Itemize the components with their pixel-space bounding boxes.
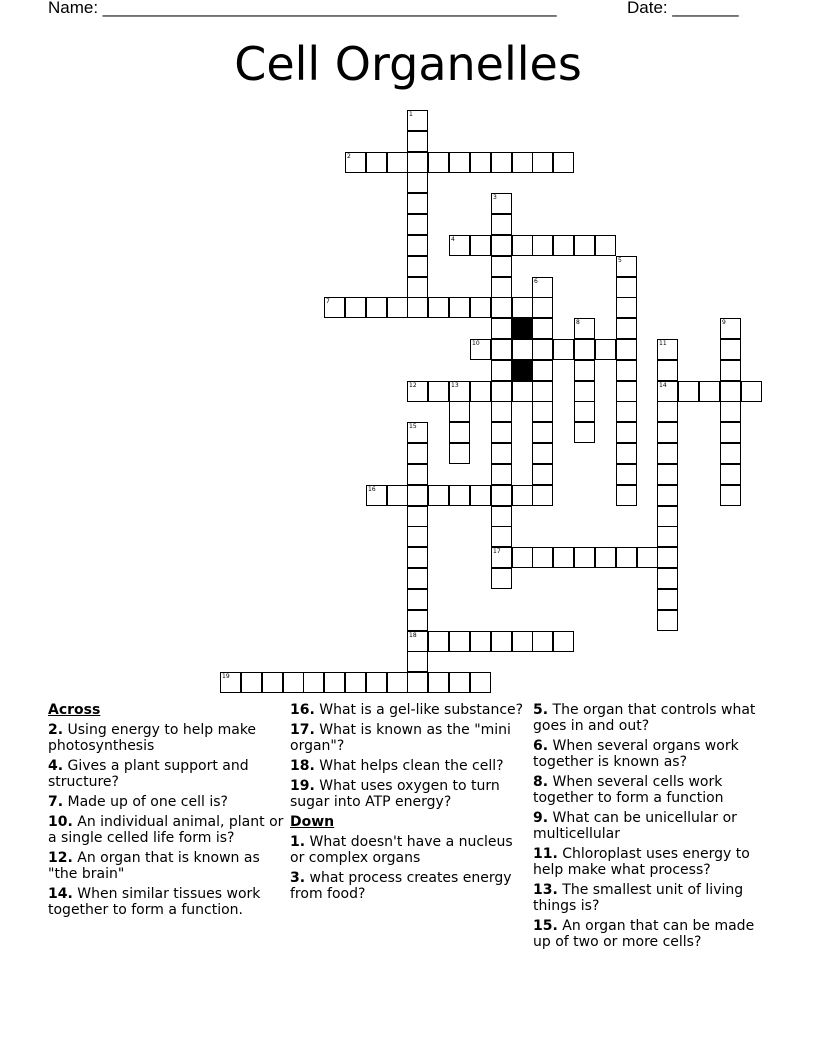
clue-number: 1: [409, 111, 413, 118]
grid-cell[interactable]: [470, 152, 491, 173]
grid-cell[interactable]: [678, 381, 699, 402]
clue-item: [290, 834, 526, 866]
clue-text: What helps clean the cell?: [319, 758, 504, 774]
grid-cell[interactable]: [387, 297, 408, 318]
grid-cell[interactable]: [532, 443, 553, 464]
grid-cell[interactable]: [491, 152, 512, 173]
clue-number: 18: [409, 632, 417, 639]
across-clue-list-continued: [290, 702, 526, 810]
grid-cell[interactable]: [407, 651, 428, 672]
clue-num: 15.: [533, 918, 558, 934]
clue-number: 13: [451, 382, 459, 389]
grid-cell[interactable]: [741, 381, 762, 402]
grid-cell[interactable]: [407, 172, 428, 193]
grid-cell[interactable]: [324, 297, 345, 318]
grid-cell[interactable]: [532, 152, 553, 173]
grid-cell[interactable]: [407, 506, 428, 527]
clue-num: 17.: [290, 722, 315, 738]
grid-cell[interactable]: [407, 443, 428, 464]
clue-num: 2.: [48, 722, 64, 738]
grid-cell[interactable]: [512, 152, 533, 173]
grid-cell[interactable]: [616, 256, 637, 277]
grid-cell[interactable]: [532, 547, 553, 568]
clue-num: 9.: [533, 810, 549, 826]
blocked-cell: [512, 318, 533, 339]
clue-item: [48, 722, 284, 754]
grid-cell[interactable]: [449, 235, 470, 256]
clue-text: When several organs work together is known as?: [533, 738, 739, 770]
clue-item: [290, 778, 526, 810]
clue-item: [533, 882, 769, 914]
grid-cell[interactable]: [532, 631, 553, 652]
clue-text: The smallest unit of living things is?: [533, 882, 744, 914]
grid-cell[interactable]: [449, 401, 470, 422]
grid-cell[interactable]: [574, 339, 595, 360]
grid-cell[interactable]: [491, 318, 512, 339]
grid-cell[interactable]: [512, 381, 533, 402]
grid-cell[interactable]: [595, 339, 616, 360]
clue-text: What doesn't have a nucleus or complex organs: [290, 834, 513, 866]
grid-cell[interactable]: [470, 235, 491, 256]
clue-item: [48, 794, 284, 810]
grid-cell[interactable]: [491, 214, 512, 235]
grid-cell[interactable]: [407, 547, 428, 568]
grid-cell[interactable]: [407, 568, 428, 589]
clue-num: 3.: [290, 870, 306, 886]
grid-cell[interactable]: [491, 464, 512, 485]
grid-cell[interactable]: [303, 672, 324, 693]
grid-cell[interactable]: [491, 422, 512, 443]
clue-text: What is known as the "mini organ"?: [290, 722, 511, 754]
grid-cell[interactable]: [470, 297, 491, 318]
grid-cell[interactable]: [574, 547, 595, 568]
grid-cell[interactable]: [407, 256, 428, 277]
grid-cell[interactable]: [491, 277, 512, 298]
grid-cell[interactable]: [470, 672, 491, 693]
grid-cell[interactable]: [470, 485, 491, 506]
grid-cell[interactable]: [657, 547, 678, 568]
clue-number: 3: [493, 194, 497, 201]
grid-cell[interactable]: [720, 381, 741, 402]
clue-text: what process creates energy from food?: [290, 870, 512, 902]
grid-cell[interactable]: [616, 464, 637, 485]
grid-cell[interactable]: [574, 381, 595, 402]
clue-number: 11: [659, 340, 667, 347]
grid-cell[interactable]: [616, 318, 637, 339]
clue-number: 15: [409, 423, 417, 430]
grid-cell[interactable]: [449, 672, 470, 693]
grid-cell[interactable]: [407, 381, 428, 402]
clue-number: 16: [368, 486, 376, 493]
grid-cell[interactable]: [407, 131, 428, 152]
grid-cell[interactable]: [407, 214, 428, 235]
clue-column-1: [48, 702, 284, 922]
grid-cell[interactable]: [595, 547, 616, 568]
grid-cell[interactable]: [491, 297, 512, 318]
grid-cell[interactable]: [470, 339, 491, 360]
grid-cell[interactable]: [345, 672, 366, 693]
clue-num: 19.: [290, 778, 315, 794]
clue-text: An organ that is known as "the brain": [48, 850, 260, 882]
grid-cell[interactable]: [491, 193, 512, 214]
clue-text: An organ that can be made up of two or more cells?: [533, 918, 755, 950]
grid-cell[interactable]: [407, 235, 428, 256]
blocked-cell: [512, 360, 533, 381]
grid-cell[interactable]: [657, 464, 678, 485]
clue-number: 6: [534, 278, 538, 285]
clue-number: 10: [472, 340, 480, 347]
grid-cell[interactable]: [720, 464, 741, 485]
across-clue-list: [48, 722, 284, 918]
clue-item: [533, 738, 769, 770]
clue-number: 9: [722, 319, 726, 326]
clue-item: [533, 810, 769, 842]
grid-cell[interactable]: [407, 193, 428, 214]
grid-cell[interactable]: [449, 152, 470, 173]
clue-item: [48, 814, 284, 846]
clue-number: 2: [347, 153, 351, 160]
grid-cell[interactable]: [428, 485, 449, 506]
grid-cell[interactable]: [428, 672, 449, 693]
grid-cell[interactable]: [512, 235, 533, 256]
grid-cell[interactable]: [345, 297, 366, 318]
grid-cell[interactable]: [428, 631, 449, 652]
grid-cell[interactable]: [553, 152, 574, 173]
clue-item: [533, 918, 769, 950]
clue-number: 7: [326, 298, 330, 305]
grid-cell[interactable]: [387, 152, 408, 173]
grid-cell[interactable]: [616, 485, 637, 506]
page-title: Cell Organelles: [234, 37, 582, 91]
grid-cell[interactable]: [574, 422, 595, 443]
grid-cell[interactable]: [387, 672, 408, 693]
grid-cell[interactable]: [428, 297, 449, 318]
clue-text: When several cells work together to form a function: [533, 774, 724, 806]
grid-cell[interactable]: [366, 485, 387, 506]
grid-cell[interactable]: [470, 631, 491, 652]
grid-cell[interactable]: [657, 526, 678, 547]
grid-cell[interactable]: [574, 318, 595, 339]
grid-cell[interactable]: [491, 256, 512, 277]
grid-cell[interactable]: [532, 464, 553, 485]
grid-cell[interactable]: [512, 297, 533, 318]
grid-cell[interactable]: [449, 422, 470, 443]
clue-text: What uses oxygen to turn sugar into ATP energy?: [290, 778, 500, 810]
grid-cell[interactable]: [407, 631, 428, 652]
grid-cell[interactable]: [491, 235, 512, 256]
grid-cell[interactable]: [283, 672, 304, 693]
grid-cell[interactable]: [616, 547, 637, 568]
grid-cell[interactable]: [407, 277, 428, 298]
grid-cell[interactable]: [616, 381, 637, 402]
grid-cell[interactable]: [512, 547, 533, 568]
clue-num: 10.: [48, 814, 73, 830]
down-heading: Down: [290, 814, 335, 830]
clue-num: 7.: [48, 794, 64, 810]
grid-cell[interactable]: [449, 485, 470, 506]
grid-cell[interactable]: [449, 381, 470, 402]
grid-cell[interactable]: [491, 568, 512, 589]
grid-cell[interactable]: [616, 339, 637, 360]
grid-cell[interactable]: [491, 506, 512, 527]
clue-num: 8.: [533, 774, 549, 790]
clue-num: 11.: [533, 846, 558, 862]
grid-cell[interactable]: [532, 277, 553, 298]
grid-cell[interactable]: [491, 360, 512, 381]
grid-cell[interactable]: [720, 401, 741, 422]
grid-cell[interactable]: [720, 360, 741, 381]
clue-text: The organ that controls what goes in and out?: [533, 702, 756, 734]
grid-cell[interactable]: [532, 318, 553, 339]
clue-number: 4: [451, 236, 455, 243]
across-heading: Across: [48, 702, 101, 718]
grid-cell[interactable]: [657, 339, 678, 360]
clue-num: 12.: [48, 850, 73, 866]
grid-cell[interactable]: [407, 152, 428, 173]
grid-cell[interactable]: [616, 401, 637, 422]
clue-text: What is a gel-like substance?: [319, 702, 524, 718]
clue-item: [533, 702, 769, 734]
clue-item: [533, 774, 769, 806]
grid-cell[interactable]: [553, 339, 574, 360]
grid-cell[interactable]: [657, 485, 678, 506]
grid-cell[interactable]: [532, 381, 553, 402]
clue-item: [290, 722, 526, 754]
grid-cell[interactable]: [657, 360, 678, 381]
clue-number: 8: [576, 319, 580, 326]
clue-column-2: [290, 702, 526, 906]
grid-cell[interactable]: [512, 485, 533, 506]
grid-cell[interactable]: [407, 110, 428, 131]
clue-number: 17: [493, 548, 501, 555]
clue-text: When similar tissues work together to form a function.: [48, 886, 261, 918]
grid-cell[interactable]: [574, 360, 595, 381]
grid-cell[interactable]: [491, 526, 512, 547]
grid-cell[interactable]: [449, 443, 470, 464]
clue-number: 5: [618, 257, 622, 264]
grid-cell[interactable]: [574, 401, 595, 422]
grid-cell[interactable]: [574, 235, 595, 256]
grid-cell[interactable]: [532, 297, 553, 318]
clue-text: Made up of one cell is?: [67, 794, 228, 810]
grid-cell[interactable]: [407, 589, 428, 610]
grid-cell[interactable]: [532, 339, 553, 360]
name-field-label[interactable]: Name: ________________________________________________: [48, 0, 557, 17]
grid-cell[interactable]: [720, 318, 741, 339]
grid-cell[interactable]: [657, 401, 678, 422]
grid-cell[interactable]: [470, 381, 491, 402]
clue-number: 14: [659, 382, 667, 389]
grid-cell[interactable]: [720, 339, 741, 360]
grid-cell[interactable]: [616, 277, 637, 298]
clue-num: 16.: [290, 702, 315, 718]
grid-cell[interactable]: [491, 339, 512, 360]
grid-cell[interactable]: [324, 672, 345, 693]
grid-cell[interactable]: [428, 381, 449, 402]
grid-cell[interactable]: [449, 297, 470, 318]
date-field-label[interactable]: Date: _______: [627, 0, 739, 17]
grid-cell[interactable]: [512, 339, 533, 360]
grid-cell[interactable]: [262, 672, 283, 693]
clue-text: Gives a plant support and structure?: [48, 758, 249, 790]
grid-cell[interactable]: [657, 589, 678, 610]
grid-cell[interactable]: [491, 631, 512, 652]
grid-cell[interactable]: [720, 422, 741, 443]
clue-num: 13.: [533, 882, 558, 898]
clue-item: [48, 758, 284, 790]
grid-cell[interactable]: [428, 152, 449, 173]
grid-cell[interactable]: [512, 631, 533, 652]
grid-cell[interactable]: [407, 464, 428, 485]
grid-cell[interactable]: [491, 401, 512, 422]
grid-cell[interactable]: [491, 443, 512, 464]
grid-cell[interactable]: [657, 610, 678, 631]
grid-cell[interactable]: [532, 422, 553, 443]
grid-cell[interactable]: [616, 422, 637, 443]
grid-cell[interactable]: [657, 506, 678, 527]
grid-cell[interactable]: [241, 672, 262, 693]
grid-cell[interactable]: [532, 235, 553, 256]
grid-cell[interactable]: [407, 485, 428, 506]
clue-num: 5.: [533, 702, 549, 718]
clue-text: An individual animal, plant or a single celled life form is?: [48, 814, 284, 846]
grid-cell[interactable]: [366, 152, 387, 173]
grid-cell[interactable]: [595, 235, 616, 256]
grid-cell[interactable]: [491, 485, 512, 506]
clue-num: 6.: [533, 738, 549, 754]
grid-cell[interactable]: [616, 360, 637, 381]
clue-column-3: [533, 702, 769, 954]
grid-cell[interactable]: [720, 443, 741, 464]
clue-item: [48, 850, 284, 882]
down-clue-list: [290, 834, 526, 902]
grid-cell[interactable]: [532, 485, 553, 506]
clue-text: Chloroplast uses energy to help make what process?: [533, 846, 750, 878]
clue-item: [290, 758, 526, 774]
grid-cell[interactable]: [532, 401, 553, 422]
clue-text: What can be unicellular or multicellular: [533, 810, 737, 842]
grid-cell[interactable]: [407, 526, 428, 547]
grid-cell[interactable]: [553, 631, 574, 652]
grid-cell[interactable]: [407, 672, 428, 693]
clue-text: Using energy to help make photosynthesis: [48, 722, 257, 754]
grid-cell[interactable]: [407, 422, 428, 443]
grid-cell[interactable]: [657, 422, 678, 443]
clue-item: [290, 702, 526, 718]
clue-item: [533, 846, 769, 878]
grid-cell[interactable]: [532, 360, 553, 381]
grid-cell[interactable]: [553, 235, 574, 256]
grid-cell[interactable]: [657, 381, 678, 402]
grid-cell[interactable]: [387, 485, 408, 506]
grid-cell[interactable]: [637, 547, 658, 568]
grid-cell[interactable]: [491, 547, 512, 568]
grid-cell[interactable]: [720, 485, 741, 506]
clue-num: 18.: [290, 758, 315, 774]
grid-cell[interactable]: [616, 297, 637, 318]
grid-cell[interactable]: [345, 152, 366, 173]
grid-cell[interactable]: [657, 568, 678, 589]
grid-cell[interactable]: [366, 297, 387, 318]
clue-number: 12: [409, 382, 417, 389]
clue-item: [48, 886, 284, 918]
clue-number: 19: [222, 673, 230, 680]
clue-num: 1.: [290, 834, 306, 850]
clue-num: 14.: [48, 886, 73, 902]
grid-cell[interactable]: [616, 443, 637, 464]
grid-cell[interactable]: [407, 297, 428, 318]
grid-cell[interactable]: [449, 631, 470, 652]
grid-cell[interactable]: [657, 443, 678, 464]
clue-item: [290, 870, 526, 902]
grid-cell[interactable]: [220, 672, 241, 693]
clue-num: 4.: [48, 758, 64, 774]
grid-cell[interactable]: [491, 381, 512, 402]
grid-cell[interactable]: [407, 610, 428, 631]
grid-cell[interactable]: [366, 672, 387, 693]
grid-cell[interactable]: [553, 547, 574, 568]
down-clue-list-continued: [533, 702, 769, 950]
grid-cell[interactable]: [699, 381, 720, 402]
